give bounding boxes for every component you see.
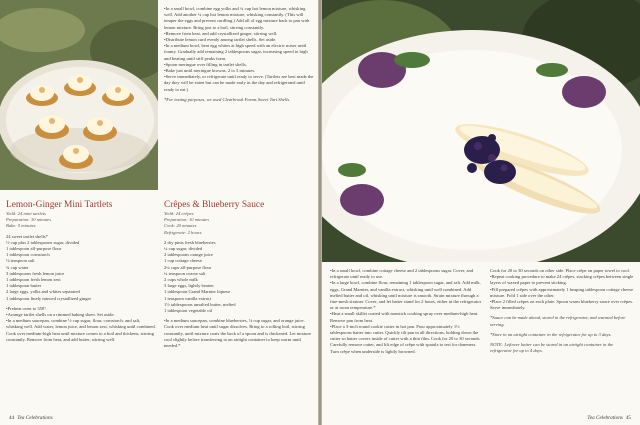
tartlets-ingredient: 1 tablespoon butter (6, 283, 42, 289)
left-folio (6, 415, 53, 421)
right-page (322, 0, 640, 425)
tartlets-prep-time: Preparation: 30 minutes (6, 217, 51, 223)
crepes-note: NOTE: Leftover batter can be stored in an airtight container in the refrigerator for up to 4 days. (490, 342, 614, 354)
tartlets-recipe-start (6, 200, 156, 343)
tartlets-yield: Yield: 24 mini tartlets (6, 211, 46, 216)
tartlets-ingredient: 1 tablespoon finely minced crystallized ginger (6, 295, 92, 301)
crepes-step-continued: Cook for 20 to 30 seconds on other side. Place crêpe on paper towel to cool. (490, 268, 630, 273)
crepes-ingredient: ¼ cup sugar, divided (164, 246, 203, 252)
crepes-prep-time: Preparation: 10 minutes (164, 217, 209, 223)
tartlets-ingredient: ¾ cup water (6, 264, 29, 270)
tartlets-step: • In a medium saucepan, combine ½ cup sugar, flour, cornstarch, and salt, whisking well. Add water, lemon juice, and lemon zest, whisking until combined. Cook over medium-high heat until mixture comes to a boil and thickens, stirring constantly. Remove from heat, and add butter, stirring well. (6, 318, 156, 343)
tartlets-step: • Distribute lemon curd evenly among tartlet shells. Set aside. (164, 37, 314, 43)
right-folio-title: Tea Celebrations (587, 415, 623, 421)
tartlets-ingredient: 2 large eggs, yolks and whites separated (6, 289, 80, 295)
crepes-ingredient: 2¼ cups all-purpose flour (164, 264, 212, 270)
crepes-cook-time: Cook: 20 minutes (164, 223, 197, 229)
tartlets-step: • In a small bowl, combine egg yolks and ¼ cup hot lemon mixture, whisking well. Add another ¼ cup hot lemon mixture, whisking constantly. (This will temper the eggs and prevent curdling.) Add all of egg mixture back to pan with lemon mixture. Bring just to a boil, stirring constantly. (164, 6, 314, 31)
crepes-ingredient: ¼ teaspoon coarse salt (164, 270, 206, 276)
tartlets-step: • Bake just until meringue browns, 2 to 3 minutes. (164, 68, 314, 74)
crepes-ingredient: 1½ tablespoons unsalted butter, melted (164, 301, 236, 307)
tartlets-step: • Remove from heat, and add crystallized ginger, stirring well. (164, 31, 314, 37)
crepes-step: • Place a 3-inch round cookie cutter in hot pan. Pour approximately 1½ tablespoons batter into cutter. Quickly tilt pan in all directions, holding down the cutter so batter covers inside of cutter with a thin film. Cook for 20 to 30 seconds. Carefully remove cutter, and lift edge of crêpe with spatula to test for doneness. Turn crêpe when underside is lightly browned. (330, 324, 482, 355)
right-page-number: 45 (625, 415, 631, 421)
right-folio (587, 415, 634, 421)
crepes-recipe-continued (330, 268, 482, 355)
crepes-photo (322, 0, 640, 262)
tartlets-ingredient: ½ cup plus 2 tablespoons sugar, divided (6, 239, 80, 245)
left-folio-title: Tea Celebrations (17, 415, 53, 421)
crepes-step: • Heat a small skillet coated with nonstick cooking spray over medium-high heat. Remove pan from heat. (330, 311, 482, 323)
tartlets-title: Lemon-Ginger Mini Tartlets (6, 200, 113, 210)
tartlets-photo (0, 0, 158, 190)
crepes-ingredient: 2 cups whole milk (164, 277, 198, 283)
tartlets-recipe-continued (164, 6, 314, 103)
crepes-step: • In a medium saucepan, combine blueberries, ⅛ cup sugar, and orange juice. Cook over medium heat until sugar dissolves. Bring to a rolling boil, stirring constantly, until mixture coats the back of a spoon and is thickened. Let mixture cool slightly before transferring to an airtight container to keep warm until needed.* (164, 318, 314, 349)
crepes-title: Crêpes & Blueberry Sauce (164, 200, 265, 210)
left-page (0, 0, 318, 425)
crepes-ingredient: 3 large eggs, lightly beaten (164, 283, 214, 289)
crepes-illustration (322, 0, 640, 262)
crepes-ingredient: 1 teaspoon vanilla extract (164, 295, 212, 301)
crepes-ingredient: 2 tablespoons orange juice (164, 252, 213, 258)
tartlets-ingredient: 3 tablespoons fresh lemon juice (6, 270, 65, 276)
crepes-ingredient: 1 tablespoon Grand Marnier liqueur (164, 289, 231, 295)
crepes-step: • Place 2 filled crêpes on each plate. Spoon warm blueberry sauce over crêpes. Serve immediately. (490, 299, 634, 311)
crepes-note: *Store in an airtight container in the refrigerator for up to 3 days. (490, 331, 612, 337)
tartlets-step: • Spoon meringue over filling in tartlet shells. (164, 62, 314, 68)
tartlets-testing-note: *For testing purposes, we used Clearbrook Farms Sweet Tart Shells. (164, 96, 291, 102)
left-page-number: 44 (9, 415, 15, 421)
crepes-step: • Fill prepared crêpes with approximately 1 heaping tablespoon cottage cheese mixture. Fold 1 side over the other. (490, 287, 634, 299)
tartlets-step: • In a medium bowl, beat egg whites at high speed with an electric mixer until foamy. Gradually add remaining 2 tablespoons sugar, increasing speed to high and beating until stiff peaks form. (164, 43, 314, 62)
tartlets-step: • Preheat oven to 350°. (6, 306, 156, 312)
crepes-step: • In a small bowl, combine cottage cheese and 2 tablespoons sugar. Cover, and refrigerate until ready to use. (330, 268, 482, 280)
tartlets-ingredient: ⅛ teaspoon salt (6, 258, 35, 264)
crepes-ingredient: 2 dry pints fresh blueberries (164, 239, 216, 245)
tartlets-ingredient: 1 tablespoon cornstarch (6, 252, 50, 258)
crepes-recipe-end (490, 268, 634, 354)
crepes-refrigerate-time: Refrigerate: 2 hours (164, 229, 202, 235)
tartlets-ingredient: 24 sweet tartlet shells* (6, 233, 48, 239)
tartlets-bake-time: Bake: 5 minutes (6, 223, 36, 229)
tartlets-illustration (0, 0, 158, 190)
crepes-note: *Sauce can be made ahead, stored in the refrigerator, and warmed before serving. (490, 315, 626, 327)
crepes-recipe-start (164, 200, 314, 349)
crepes-step: • In a large bowl, combine flour, remaining 1 tablespoon sugar, and salt. Add milk, eggs, Grand Marnier, and vanilla extract, whisking until well combined. Add melted butter and oil, whisking until mixture is smooth. Strain mixture through a fine-mesh strainer. Cover, and let batter stand for 2 hours, either in the refrigerator or at room temperature.* (330, 280, 482, 311)
tartlets-ingredient: 1 tablespoon fresh lemon zest (6, 277, 61, 283)
tartlets-step: • Serve immediately, or refrigerate until ready to serve. (Tartlets are best made the day they will be eaten but can be made early in the day and refrigerated until ready to eat.) (164, 74, 314, 93)
crepes-ingredient: 1 tablespoon vegetable oil (164, 308, 213, 314)
tartlets-ingredient: 1 tablespoon all-purpose flour (6, 246, 62, 252)
crepes-ingredient: 1 cup cottage cheese (164, 258, 202, 264)
crepes-yield: Yield: 24 crêpes (164, 211, 194, 216)
crepes-step: • Repeat cooking procedure to make 24 crêpes, stacking crêpes between single layers of waxed paper to prevent sticking. (490, 274, 634, 286)
tartlets-step: • Arrange tartlet shells on a rimmed baking sheet. Set aside. (6, 312, 156, 318)
